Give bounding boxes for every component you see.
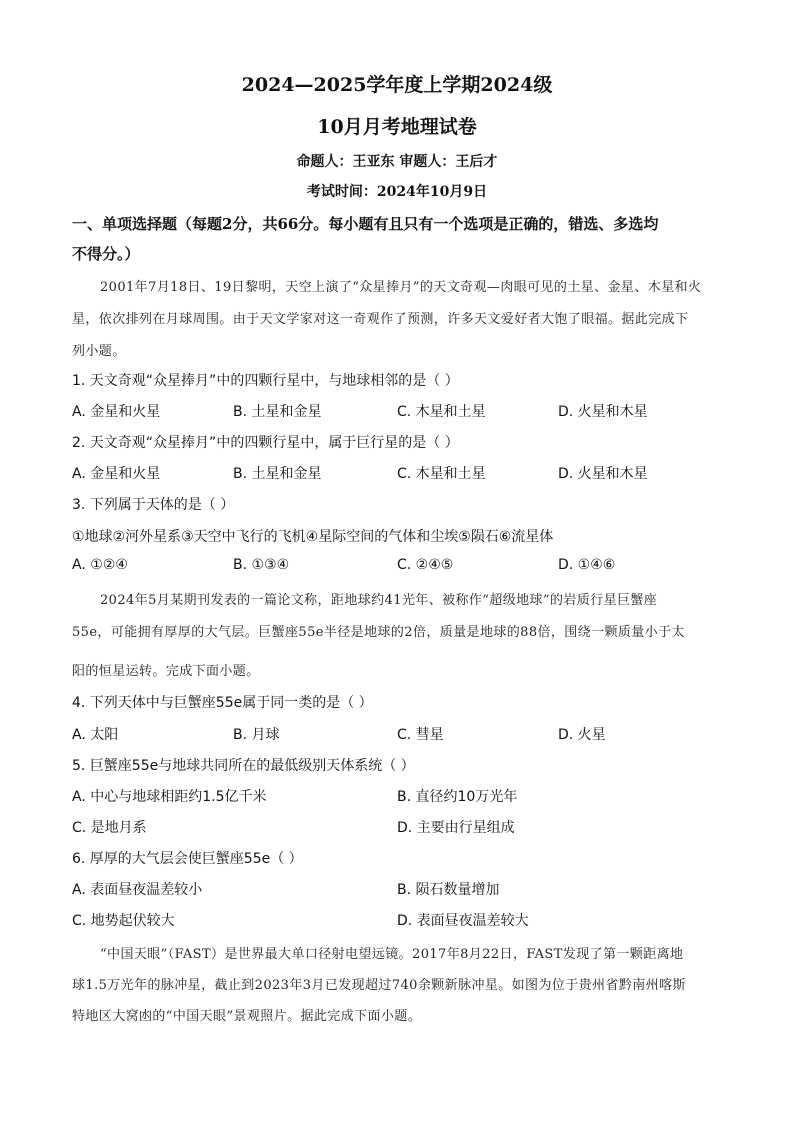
q5-option-c[interactable]: C. 是地月系 [72,820,147,836]
q3-option-b[interactable]: B. ①③④ [233,557,290,573]
section-heading-line1: 一、单项选择题（每题2分，共66分。每小题有且只有一个选项是正确的，错选、多选均 [72,215,659,233]
q3-option-a[interactable]: A. ①②④ [72,557,128,573]
exam-authors: 命题人：王亚东 审题人：王后才 [296,154,498,170]
q6-option-a[interactable]: A. 表面昼夜温差较小 [72,882,203,898]
question-1-stem: 1. 天文奇观“众星捧月”中的四颗行星中，与地球相邻的是（ ） [72,373,459,389]
q2-option-b[interactable]: B. 土星和金星 [233,466,322,482]
q5-option-d[interactable]: D. 主要由行星组成 [397,820,515,836]
q5-option-a[interactable]: A. 中心与地球相距约1.5亿千米 [72,789,267,805]
q2-option-a[interactable]: A. 金星和火星 [72,466,161,482]
passage1-line3: 列小题。 [72,344,126,359]
q4-option-d[interactable]: D. 火星 [558,727,606,743]
q5-option-b[interactable]: B. 直径约10万光年 [397,789,518,805]
passage1-line1: 2001年7月18日、19日黎明，天空上演了“众星捧月”的天文奇观—肉眼可见的土星、金星、木星和火 [100,280,702,295]
q4-option-c[interactable]: C. 彗星 [397,727,444,743]
passage2-line1: 2024年5月某期刊发表的一篇论文称，距地球约41光年、被称作“超级地球”的岩质行星巨蟹座 [100,593,658,608]
q2-option-d[interactable]: D. 火星和木星 [558,466,648,482]
q1-option-a[interactable]: A. 金星和火星 [72,404,161,420]
q1-option-d[interactable]: D. 火星和木星 [558,404,648,420]
question-2-stem: 2. 天文奇观“众星捧月”中的四颗行星中，属于巨行星的是（ ） [72,435,459,451]
exam-title-line2: 10月月考地理试卷 [317,116,477,138]
question-5-stem: 5. 巨蟹座55e与地球共同所在的最低级别天体系统（ ） [72,758,415,774]
section-heading-line2: 不得分。） [72,245,140,263]
q3-option-d[interactable]: D. ①④⑥ [558,557,616,573]
passage3-line3: 特地区大窝凼的“中国天眼”景观照片。据此完成下面小题。 [72,1009,422,1024]
q6-option-c[interactable]: C. 地势起伏较大 [72,913,175,929]
exam-title-line1: 2024—2025学年度上学期2024级 [241,74,553,96]
q4-option-b[interactable]: B. 月球 [233,727,280,743]
question-6-stem: 6. 厚厚的大气层会使巨蟹座55e（ ） [72,851,303,867]
q1-option-b[interactable]: B. 土星和金星 [233,404,322,420]
passage3-line1: “中国天眼”（FAST）是世界最大单口径射电望远镜。2017年8月22日，FAST发现了第一颗距离地 [100,947,684,962]
exam-time: 考试时间：2024年10月9日 [306,184,488,200]
q3-option-c[interactable]: C. ②④⑤ [397,557,454,573]
q6-option-b[interactable]: B. 陨石数量增加 [397,882,500,898]
q2-option-c[interactable]: C. 木星和土星 [397,466,486,482]
passage2-line2: 55e，可能拥有厚厚的大气层。巨蟹座55e半径是地球的2倍，质量是地球的88倍，围绕一颗质量小于太 [72,625,685,640]
q4-option-a[interactable]: A. 太阳 [72,727,119,743]
question-3-items: ①地球②河外星系③天空中飞行的飞机④星际空间的气体和尘埃⑤陨石⑥流星体 [72,529,554,545]
question-4-stem: 4. 下列天体中与巨蟹座55e属于同一类的是（ ） [72,695,373,711]
passage1-line2: 星，依次排列在月球周围。由于天文学家对这一奇观作了预测，许多天文爱好者大饱了眼福。据此完成下 [72,312,689,327]
q6-option-d[interactable]: D. 表面昼夜温差较大 [397,913,529,929]
q1-option-c[interactable]: C. 木星和土星 [397,404,486,420]
question-3-stem: 3. 下列属于天体的是（ ） [72,497,235,513]
passage2-line3: 阳的恒星运转。完成下面小题。 [72,664,260,679]
passage3-line2: 球1.5万光年的脉冲星，截止到2023年3月已发现超过740余颗新脉冲星。如图为位于贵州省黔南州喀斯 [72,978,686,993]
